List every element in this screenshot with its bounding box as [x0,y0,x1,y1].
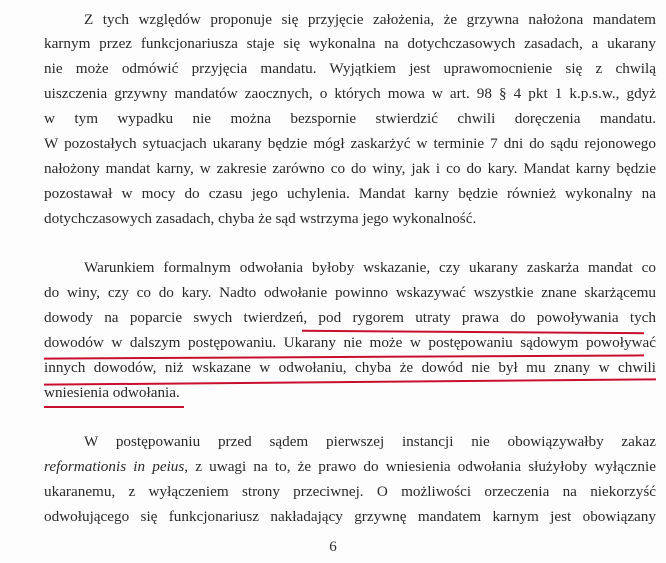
text-line: do winy, czy co do kary. Nadto odwołanie powinno wskazywać wszystkie znane skarżącemu [44,284,656,301]
text-line [44,457,656,477]
text-line: odwołującego się funkcjonariusz nakładający grzywnę mandatem karnym jest obowiązany [44,508,656,525]
text-line: nałożony mandat karny, w zakresie zarówno co do winy, jak i co do kary. Mandat karny będzie [44,160,656,177]
text-line: nie może odmówić przyjęcia mandatu. Wyjątkiem jest uprawomocnienie się z chwilą [44,60,656,77]
text-line: Warunkiem formalnym odwołania byłoby wskazanie, czy ukarany zaskarża mandat co [84,259,656,276]
text-line: Z tych względów proponuje się przyjęcie założenia, że grzywna nałożona mandatem [84,11,656,28]
text-fragment: , z uwagi na to, że prawo do wniesienia odwołania służyłoby wyłącznie [184,458,656,475]
text-line: innych dowodów, niż wskazane w odwołaniu, chyba że dowód nie był mu znany w chwili [44,359,656,376]
text-line: dowodów w dalszym postępowaniu. Ukarany nie może w postępowaniu sądowym powoływać [44,334,656,351]
text-line: ukaranemu, z wyłączeniem strony przeciwnej. O możliwości orzeczenia na niekorzyść [44,483,656,500]
page-number: 6 [329,539,337,555]
text-line: dotychczasowych zasadach, chyba że sąd wstrzyma jego wykonalność. [44,210,477,227]
latin-phrase: reformationis in peius [44,458,185,475]
text-line: W postępowaniu przed sądem pierwszej instancji nie obowiązywałby zakaz [84,433,656,450]
text-line: W pozostałych sytuacjach ukarany będzie mógł zaskarżyć w terminie 7 dni do sądu rejonowego [44,135,656,152]
text-line: pozostawał w mocy do czasu jego uchylenia. Mandat karny będzie również wykonalny na [44,185,656,202]
text-line: uiszczenia grzywny mandatów zaocznych, o których mowa w art. 98 § 4 pkt 1 k.p.s.w., gdyż [44,85,656,102]
highlight-underline [44,406,184,408]
text-line: wniesienia odwołania. [44,384,180,401]
text-line: w tym wypadku nie można bezspornie stwierdzić chwili doręczenia mandatu. [44,110,656,127]
text-line: karnym przez funkcjonariusza staje się wykonalna na dotychczasowych zasadach, a ukarany [44,35,656,52]
text-line: dowody na poparcie swych twierdzeń, pod rygorem utraty prawa do powoływania tych [44,309,656,326]
